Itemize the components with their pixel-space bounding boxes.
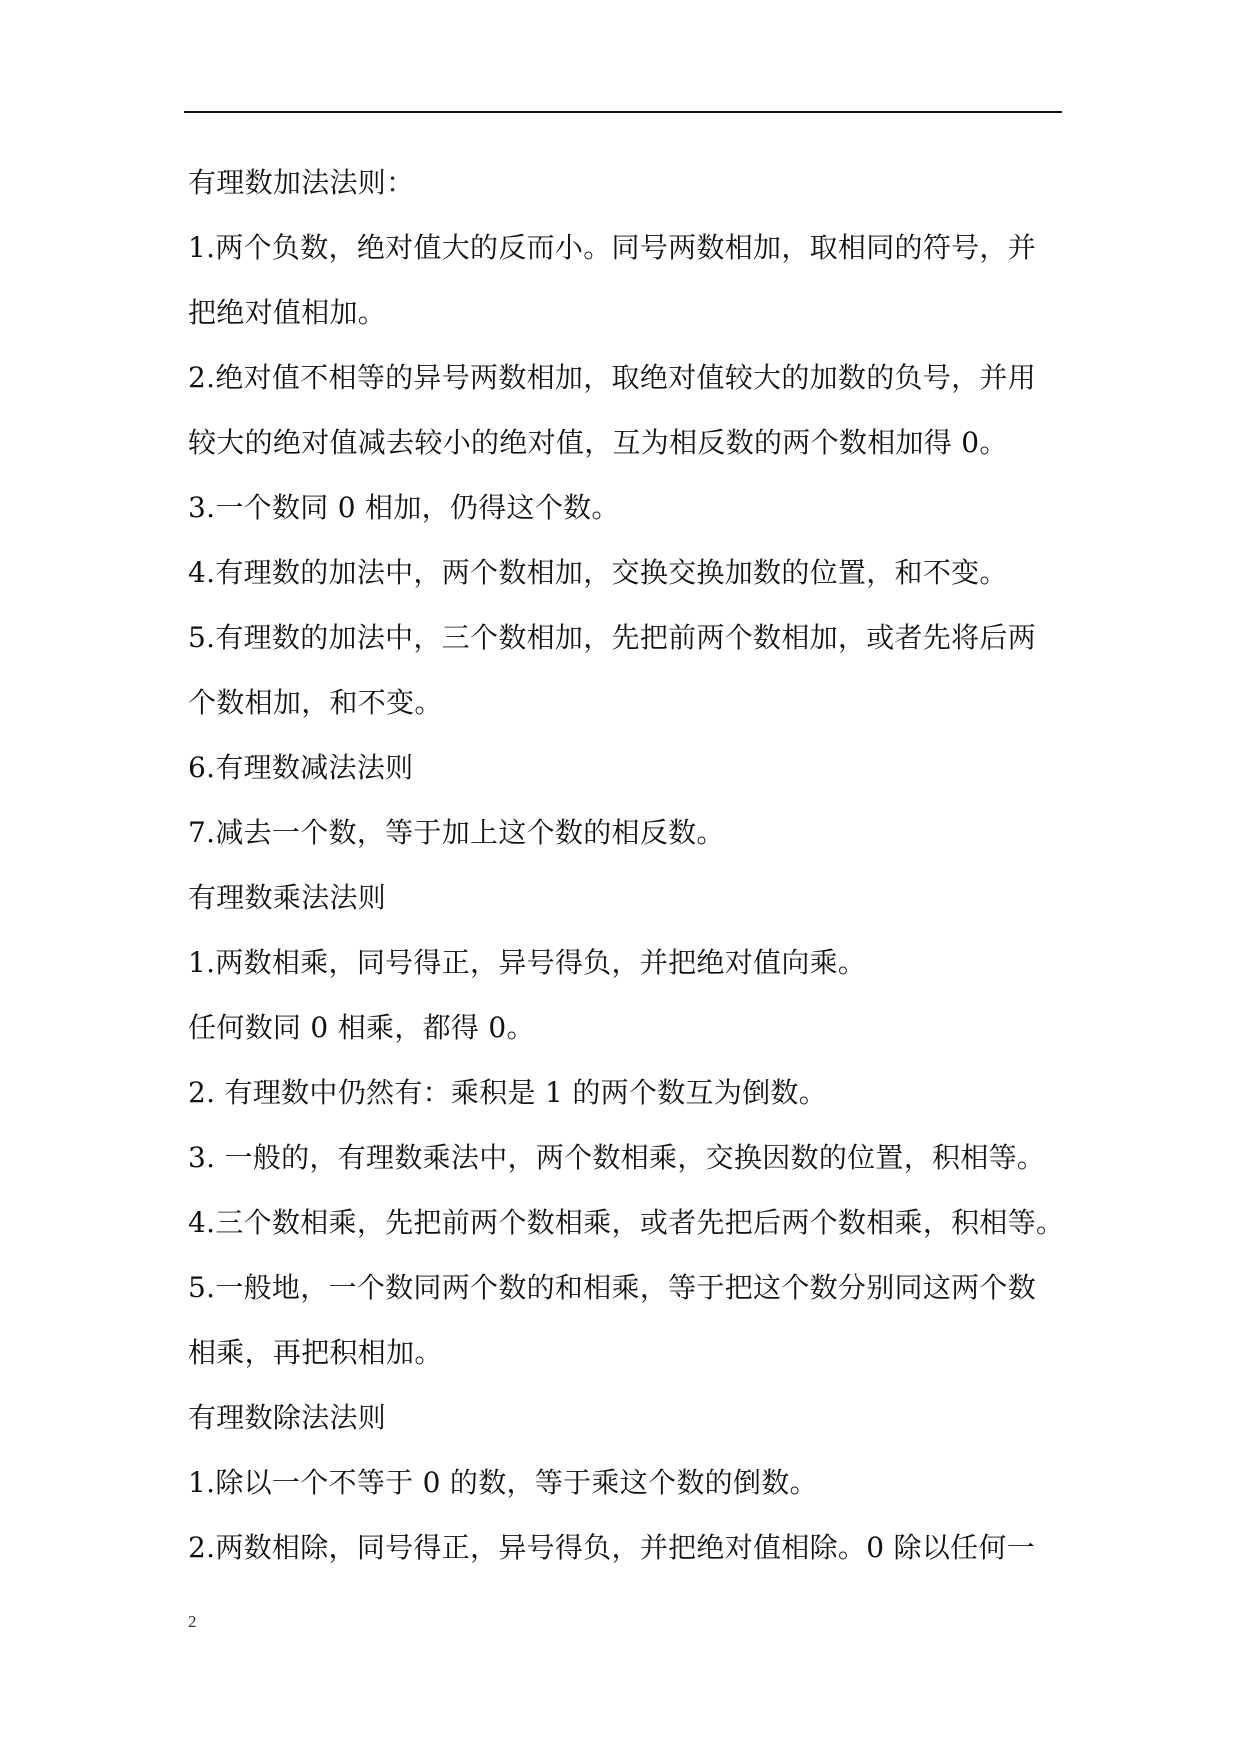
document-body bbox=[188, 150, 1078, 1580]
text-line: 任何数同 0 相乘，都得 0。 bbox=[188, 1011, 535, 1044]
text-line: 把绝对值相加。 bbox=[188, 296, 387, 329]
header-rule bbox=[184, 111, 1062, 113]
page-number: 2 bbox=[188, 1612, 197, 1631]
text-line: 个数相加，和不变。 bbox=[188, 686, 443, 719]
text-line: 3. 一般的，有理数乘法中，两个数相乘，交换因数的位置，积相等。 bbox=[188, 1141, 1046, 1174]
text-line: 2.绝对值不相等的异号两数相加，取绝对值较大的加数的负号，并用 bbox=[188, 361, 1037, 394]
text-line: 4.三个数相乘，先把前两个数相乘，或者先把后两个数相乘，积相等。 bbox=[188, 1206, 1065, 1239]
text-line: 5.一般地，一个数同两个数的和相乘，等于把这个数分别同这两个数 bbox=[188, 1271, 1037, 1304]
text-line: 2. 有理数中仍然有：乘积是 1 的两个数互为倒数。 bbox=[188, 1076, 828, 1109]
text-line: 6.有理数减法法则 bbox=[188, 751, 414, 784]
heading-division-rules: 有理数除法法则 bbox=[188, 1401, 387, 1434]
heading-addition-rules: 有理数加法法则： bbox=[188, 166, 415, 199]
text-line: 相乘，再把积相加。 bbox=[188, 1336, 443, 1369]
heading-multiplication-rules: 有理数乘法法则 bbox=[188, 881, 387, 914]
text-line: 1.两个负数，绝对值大的反而小。同号两数相加，取相同的符号，并 bbox=[188, 231, 1037, 264]
text-line: 1.两数相乘，同号得正，异号得负，并把绝对值向乘。 bbox=[188, 946, 867, 979]
text-line: 4.有理数的加法中，两个数相加，交换交换加数的位置，和不变。 bbox=[188, 556, 1008, 589]
text-line: 5.有理数的加法中，三个数相加，先把前两个数相加，或者先将后两 bbox=[188, 621, 1037, 654]
text-line: 较大的绝对值减去较小的绝对值，互为相反数的两个数相加得 0。 bbox=[188, 426, 1008, 459]
text-line: 2.两数相除，同号得正，异号得负，并把绝对值相除。0 除以任何一 bbox=[188, 1531, 1036, 1564]
text-line: 1.除以一个不等于 0 的数，等于乘这个数的倒数。 bbox=[188, 1466, 818, 1499]
text-line: 7.减去一个数，等于加上这个数的相反数。 bbox=[188, 816, 725, 849]
text-line: 3.一个数同 0 相加，仍得这个数。 bbox=[188, 491, 620, 524]
